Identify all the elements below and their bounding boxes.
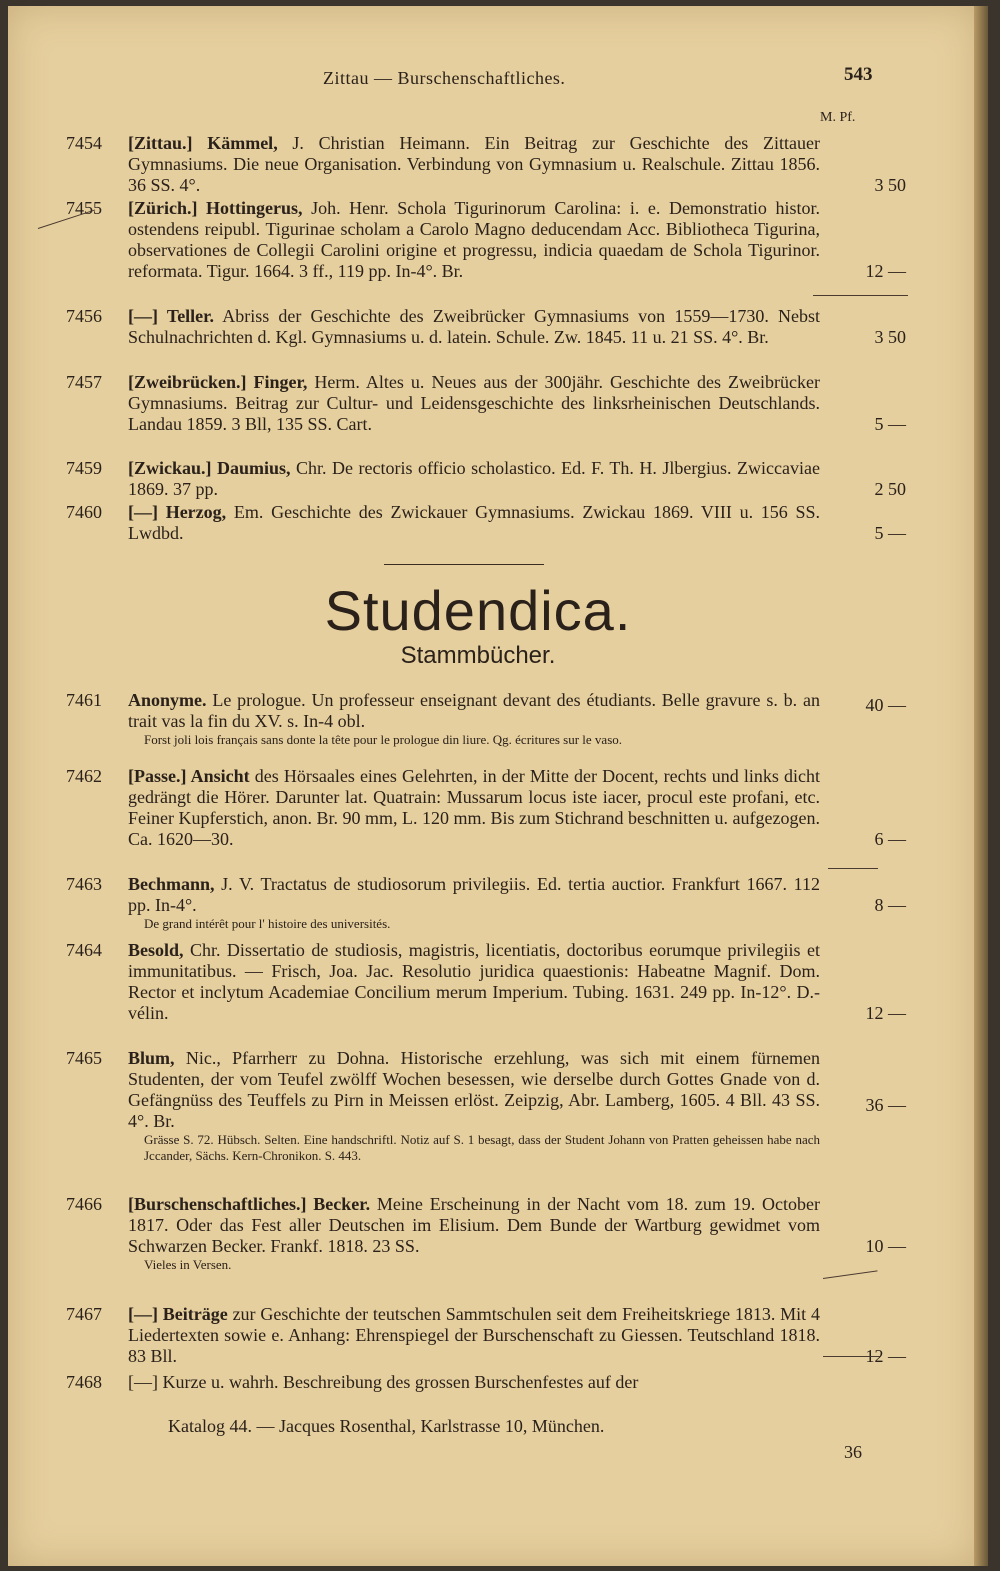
entry-number: 7465 — [66, 1048, 102, 1068]
entry-number: 7460 — [66, 502, 102, 522]
currency-header: M. Pf. — [820, 110, 856, 125]
catalog-entry — [66, 1372, 936, 1393]
entry-description: Abriss der Geschichte des Zweibrücker Gymnasiums von 1559—1730. Nebst Schulnachrichten d. Kgl. Gymnasiums u. d. latein. Schule. Zw. 1845. 11 u. 21 SS. 4°. Br. — [128, 306, 820, 347]
entry-description: J. Christian Heimann. Ein Beitrag zur Geschichte des Zittauer Gymnasiums. Die neue Organisation. Verbindung von Gymnasium u. Realschule. Zittau 1856. 36 SS. 4°. — [128, 133, 820, 195]
entry-description: zur Geschichte der teutschen Sammtschulen seit dem Freiheitskriege 1813. Mit 4 Liedertexten sowie e. Anhang: Ehrenspiegel der Burschenschaft zu Giessen. Teutschland 1818. 83 Bll. — [128, 1304, 820, 1366]
entry-price: 10 — — [865, 1236, 906, 1256]
entry-price: 12 — — [865, 1346, 906, 1366]
entry-price: 5 — — [874, 523, 906, 543]
entry-text — [128, 940, 820, 1024]
entry-author: [Burschenschaftliches.] Becker. — [128, 1194, 371, 1214]
entry-author: [Zweibrücken.] Finger, — [128, 372, 308, 392]
book-spine — [974, 6, 988, 1566]
entry-number: 7454 — [66, 133, 102, 153]
catalog-entry — [66, 502, 936, 544]
entry-author: [Passe.] Ansicht — [128, 766, 250, 786]
entry-text — [128, 1048, 820, 1132]
section-title: Studendica. — [324, 579, 632, 642]
catalog-entry — [66, 874, 936, 932]
entry-author: [Zwickau.] Daumius, — [128, 458, 291, 478]
entry-author: Blum, — [128, 1048, 175, 1068]
entry-description: Nic., Pfarrherr zu Dohna. Historische erzehlung, was sich mit einem fürnemen Studenten, der vom Teufel zwölff Wochen besessen, wie derselbe durch Gottes Gnade von d. Gefängnüss des Teuffels zu Pirn in Meissen erlöst. Zeipzig, Abr. Lamberg, 1605. 4 Bll. 43 SS. 4°. Br. — [128, 1048, 820, 1131]
entry-number: 7457 — [66, 372, 102, 392]
entry-number: 7467 — [66, 1304, 102, 1324]
entry-description: Le prologue. Un professeur enseignant devant des étudiants. Belle gravure s. b. an trait vas la fin du XV. s. In-4 obl. — [128, 690, 820, 731]
catalog-entry — [66, 1048, 936, 1164]
entry-number: 7462 — [66, 766, 102, 786]
entry-description: Meine Erscheinung in der Nacht vom 18. zum 19. October 1817. Oder das Fest aller Deutschen im Elisium. Dem Bunde der Wartburg gewidmet vom Schwarzen Becker. Frankf. 1818. 23 SS. — [128, 1194, 820, 1256]
entry-text — [128, 372, 820, 435]
entry-text — [128, 1194, 820, 1257]
entry-description: des Hörsaales eines Gelehrten, in der Mitte der Docent, rechts und links dicht gedrängt die Hörer. Darunter lat. Quatrain: Mussarum locus iste iacer, procul este profani, etc. Feiner Kupferstich, anon. Br. 90 mm, L. 120 mm. Bis zum Stichrand beschnitten u. aufgezogen. Ca. 1620—30. — [128, 766, 820, 849]
entry-note: De grand intérêt pour l' histoire des universités. — [144, 916, 391, 931]
catalog-entry — [66, 133, 936, 196]
entry-price: 40 — — [865, 695, 906, 715]
entry-price: 12 — — [865, 261, 906, 281]
catalog-entry — [66, 306, 936, 348]
entry-price: 12 — — [865, 1003, 906, 1023]
entry-price: 2 50 — [874, 479, 906, 499]
entry-note: Vieles in Versen. — [144, 1257, 232, 1272]
catalog-entry — [66, 940, 936, 1024]
entry-text — [128, 1304, 820, 1367]
entry-note: Forst joli lois français sans donte la tête pour le prologue din liure. Qg. écritures sur le vaso. — [144, 732, 622, 747]
entry-author: Bechmann, — [128, 874, 215, 894]
entry-number: 7455 — [66, 198, 102, 218]
entry-price: 8 — — [874, 895, 906, 915]
entry-author: [—] Beiträge — [128, 1304, 228, 1324]
entry-price: 3 50 — [874, 175, 906, 195]
entry-price: 6 — — [874, 829, 906, 849]
entry-number: 7463 — [66, 874, 102, 894]
footer-page-number: 36 — [844, 1442, 862, 1462]
entry-text — [128, 690, 820, 732]
entry-text — [128, 133, 820, 196]
entry-author: Besold, — [128, 940, 184, 960]
entry-author: [—] Teller. — [128, 306, 215, 326]
entry-text — [128, 766, 820, 850]
section-subtitle: Stammbücher. — [400, 642, 556, 669]
catalog-entry — [66, 1304, 936, 1367]
entry-description: Chr. De rectoris officio scholastico. Ed. F. Th. H. Jlbergius. Zwiccaviae 1869. 37 pp. — [128, 458, 820, 499]
entry-text — [128, 198, 820, 282]
entry-text — [128, 306, 820, 348]
entry-description: Joh. Henr. Schola Tigurinorum Carolina: i. e. Demonstratio histor. ostendens reipubl. Tigurinae scholam a Carolo Magno deducendam Acc. Bibliotheca Tigurina, observationes de Collegii Carolini origine et progressu, indicia quaedam de Schola Tigurinor. reformata. Tigur. 1664. 3 ff., 119 pp. In-4°. Br. — [128, 198, 820, 281]
catalog-entry — [66, 458, 936, 500]
entry-number: 7468 — [66, 1372, 102, 1392]
catalog-entry — [66, 1194, 936, 1273]
catalog-footer: Katalog 44. — Jacques Rosenthal, Karlstrasse 10, München. — [168, 1416, 605, 1436]
entry-description: J. V. Tractatus de studiosorum privilegiis. Ed. tertia auctior. Frankfurt 1667. 112 pp. In-4°. — [128, 874, 820, 915]
entry-description: Herm. Altes u. Neues aus der 300jähr. Geschichte des Zweibrücker Gymnasiums. Beitrag zur Cultur- und Leidensgeschichte des linksrheinischen Deutschlands. Landau 1859. 3 Bll, 135 SS. Cart. — [128, 372, 820, 434]
entry-description: Em. Geschichte des Zwickauer Gymnasiums. Zwickau 1869. VIII u. 156 SS. Lwdbd. — [128, 502, 820, 543]
entry-text — [128, 458, 820, 500]
entry-author: Anonyme. — [128, 690, 207, 710]
entry-price: 36 — — [865, 1095, 906, 1115]
running-title: Zittau — Burschenschaftliches. — [323, 68, 566, 88]
catalog-entry — [66, 766, 936, 850]
page-header — [8, 62, 978, 92]
entry-author: [Zürich.] Hottingerus, — [128, 198, 303, 218]
section-divider — [384, 564, 544, 565]
entry-text — [128, 502, 820, 544]
pencil-strike-mark — [813, 295, 908, 296]
entry-text: [—] Kurze u. wahrh. Beschreibung des grossen Burschenfestes auf der — [128, 1372, 639, 1392]
catalog-page — [8, 6, 978, 1566]
entry-description: Chr. Dissertatio de studiosis, magistris, licentiatis, doctoribus eorumque privilegiis et immunitatibus. — Frisch, Joa. Jac. Resolutio juridica quaestionis: Habeatne Magnif. Dom. Rector et inclytum Academiae Concilium merum Imperium. Tubing. 1631. 249 pp. In-12°. D.-vélin. — [128, 940, 820, 1023]
entry-author: [Zittau.] Kämmel, — [128, 133, 278, 153]
entry-number: 7461 — [66, 690, 102, 710]
entry-text — [128, 874, 820, 916]
entry-number: 7456 — [66, 306, 102, 326]
entry-note: Grässe S. 72. Hübsch. Selten. Eine handschriftl. Notiz auf S. 1 besagt, dass der Student Johann von Pratten geheissen habe nach Jccander, Sächs. Kern-Chronikon. S. 443. — [144, 1132, 820, 1163]
page-number: 543 — [844, 64, 873, 85]
catalog-entry — [66, 690, 936, 748]
entry-price: 3 50 — [874, 327, 906, 347]
entry-price: 5 — — [874, 414, 906, 434]
entry-author: [—] Herzog, — [128, 502, 227, 522]
entry-number: 7459 — [66, 458, 102, 478]
entry-number: 7464 — [66, 940, 102, 960]
catalog-entry — [66, 198, 936, 282]
pencil-strike-mark — [823, 1356, 881, 1357]
entry-number: 7466 — [66, 1194, 102, 1214]
catalog-entry — [66, 372, 936, 435]
pencil-strike-mark — [828, 868, 878, 869]
